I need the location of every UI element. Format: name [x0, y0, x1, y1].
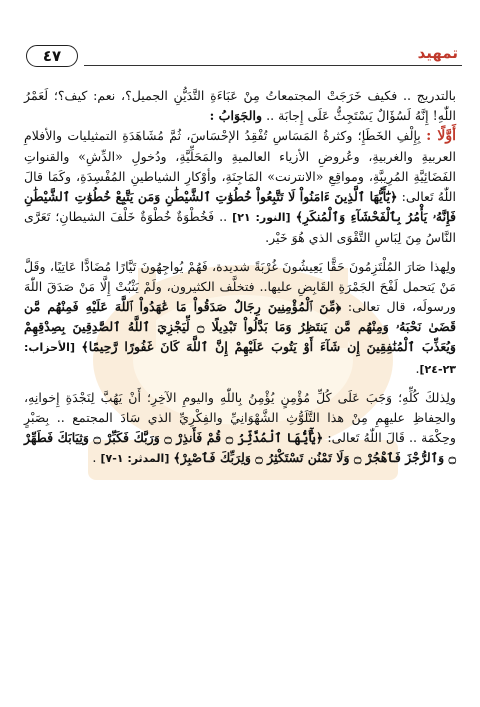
paragraph-text: ولِذلكَ كُلِّهِ؛ وَجَبَ عَلَى كُلِّ مُؤْمِنٍ يُؤْمِنُ بِاللّٰهِ واليومِ الآخِرِ؛ أَنْ يَهُبَّ لِنَجْدَةِ إِخوانِهِ، والحِفاظِ عليهِمِ مِنْ هذا التَّلَوُّثِ الشَّهْوَانِيِّ والفِكْرِيِّ الذي سَادَ المجتمع .. بِصَبْرٍ وحِكْمَة .. قَالَ اللّٰهُ تَعالى: [24, 389, 456, 446]
paragraph-text: . [415, 360, 420, 376]
first-point-label: أَوَّلًا : [426, 128, 456, 145]
page-header [18, 43, 462, 69]
paragraph [24, 126, 456, 248]
answer-label: والجَوَابُ : [209, 108, 263, 124]
body-text [24, 86, 456, 470]
paragraph-text: .. فَخُطْوَةٌ خُطْوَةٌ خَلْفَ الشيطانِ؛ تَعَرَّى النَّاسُ مِنَ لِبَاسِ التَّقْوَى الذي هُوَ خَيْر. [24, 209, 456, 246]
verse-reference: [النور: ٢١] [232, 211, 291, 225]
paragraph-text: . [92, 450, 101, 466]
section-title: تمهيد [417, 44, 458, 62]
verse-reference: [الأحزاب: ٢٣-٢٤] [24, 341, 456, 376]
paragraph-text: بالتدريج .. فكيف خَرَجَتْ المجتمعاتُ مِنْ عَبَاءَةِ التَّدَيُّنِ الجميل؟، نعم: كيف؟؛ لَعَمْرُ اللّٰهِ! إِنَّهُ لَسُؤَالٌ يَسْتَجِثُّ عَلَى إِجابَة .. [24, 88, 456, 124]
paragraph-text: ولِهذا صَارَ المُلْتَزِمُونَ حَقًّا يَعِيشُونَ غُرْبَةً شديدة، فَهُمْ يُواجِهُونَ تَيَّارًا مُضَادًّا عَاتِيًا، وقَلَّ مَنْ يَتحمل لَفْحَ الجَمْرَةِ القَابِضِ عليها.. فتخلَّف الكثيرون، ولَمْ يَثْبُتْ إِلَّا مَنْ صَدَقَ اللّٰهَ ورسولَه، قال تعالى: [24, 258, 457, 315]
paragraph [24, 388, 456, 470]
quran-verse: ﴿يَٰٓأَيُّهَا ٱلْمُدَّثِّرُ ۝ قُمْ فَأَنذِرْ ۝ وَرَبَّكَ فَكَبِّرْ ۝ وَثِيَابَكَ فَطَهِّرْ ۝ وَٱلرُّجْزَ فَٱهْجُرْ ۝ وَلَا تَمْنُن تَسْتَكْثِرُ ۝ وَلِرَبِّكَ فَٱصْبِرْ﴾ [24, 430, 456, 466]
paragraph-text: بِإِلْفِ الخَطَإِ؛ وكثرةُ المَسَاسِ تُفْقِدُ الإحْسَاسَ، ثُمَّ مُشَاهَدَةِ التمثيليات والأفلامِ العربيةِ والغربيةِ، وعُروضِ الأزياء العالميةِ والمَحَلِّيَّةِ، ودُخولِ «الدِّشِ» والقنواتِ الفَضَائِيَّةِ المُرِيبَّةِ، ومواقِعِ «الانترنت» المَاجِنَةِ، وأوْكارِ الشياطينِ المُفْسِدَةِ، وكَمَا قالَ اللّٰهُ تَعالى: [24, 128, 456, 205]
header-rule [84, 65, 462, 66]
quran-verse: ﴿يَٰٓأَيُّهَا ٱلَّذِينَ ءَامَنُواْ لَا تَتَّبِعُواْ خُطُوَٰتِ ٱلشَّيْطَٰنِ وَمَن يَتَّبِعْ خُطُوَٰتِ ٱلشَّيْطَٰنِ فَإِنَّهُۥ يَأْمُرُ بِٱلْفَحْشَآءِ وَٱلْمُنكَرِ﴾ [24, 189, 456, 225]
paragraph [24, 257, 456, 380]
verse-reference: [المدثر: ١-٧] [100, 452, 170, 466]
page-number: ٤٧ [26, 45, 78, 67]
quran-verse: ﴿مِّنَ ٱلْمُؤْمِنِينَ رِجَالٌ صَدَقُواْ مَا عَٰهَدُواْ ٱللَّهَ عَلَيْهِ فَمِنْهُم مَّن قَضَىٰ نَحْبَهُۥ وَمِنْهُم مَّن يَنتَظِرُ وَمَا بَدَّلُواْ تَبْدِيلًا ۝ لِّيَجْزِيَ ٱللَّهُ ٱلصَّٰدِقِينَ بِصِدْقِهِمْ وَيُعَذِّبَ ٱلْمُنَٰفِقِينَ إِن شَآءَ أَوْ يَتُوبَ عَلَيْهِمْ إِنَّ ٱللَّهَ كَانَ غَفُورًا رَّحِيمًا﴾ [24, 299, 456, 355]
paragraph [24, 86, 456, 126]
